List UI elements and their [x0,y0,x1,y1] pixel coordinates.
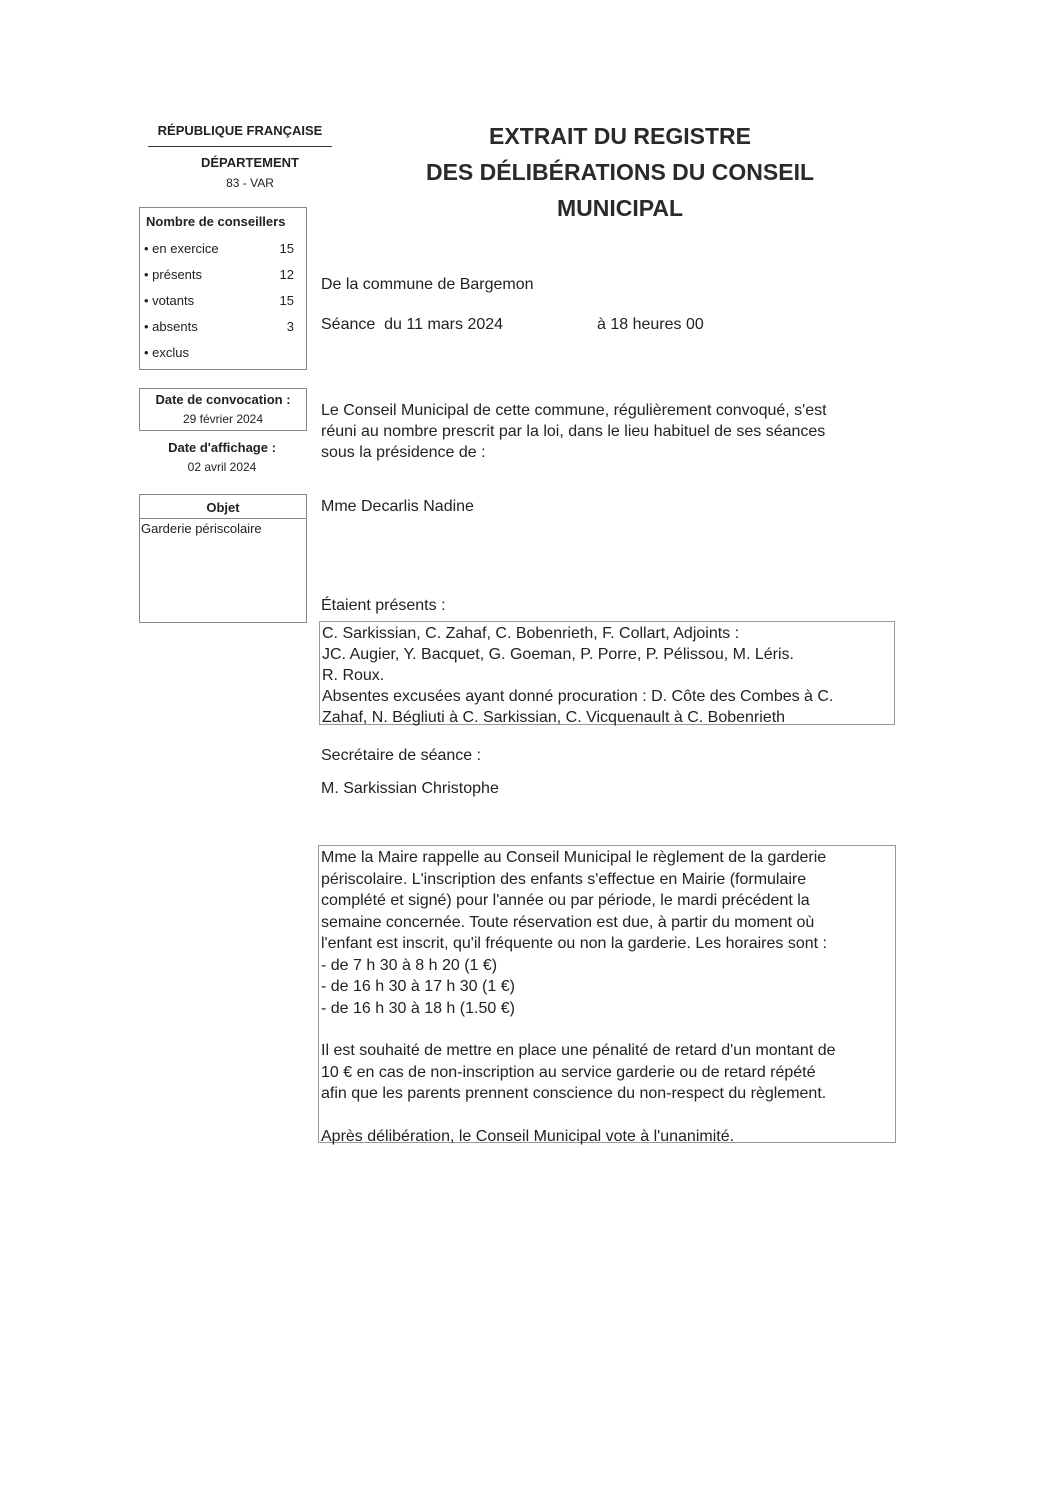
count-row-absents [144,319,294,334]
count-label: • exclus [144,345,190,360]
president-name: Mme Decarlis Nadine [321,498,474,515]
body-line-conclusion: Après délibération, le Conseil Municipal vote à l'unanimité. [321,1127,735,1145]
intro-line: sous la présidence de : [321,444,486,461]
count-row-exclus [144,345,294,360]
presents-line: Zahaf, N. Bégliuti à C. Sarkissian, C. Vicquenault à C. Bobenrieth [322,709,786,726]
count-row-votants [144,293,294,308]
presents-label: Étaient présents : [321,597,446,614]
objet-box [139,494,307,623]
paragraph-gap [321,1105,893,1126]
objet-divider [140,518,306,519]
body-line: - de 16 h 30 à 17 h 30 (1 €) [321,978,515,995]
header-divider [148,146,332,147]
count-value: 15 [279,241,294,256]
count-value: 12 [279,267,294,282]
affichage-label: Date d'affichage : [168,440,276,455]
commune-line: De la commune de Bargemon [321,276,534,293]
department-label: DÉPARTEMENT [201,155,299,170]
intro-line: Le Conseil Municipal de cette commune, régulièrement convoqué, s'est [321,402,827,419]
seance-time: à 18 heures 00 [597,316,704,333]
affichage-date: 02 avril 2024 [187,460,257,474]
secretaire-name: M. Sarkissian Christophe [321,780,499,797]
convocation-box [139,388,307,431]
body-line: l'enfant est inscrit, qu'il fréquente ou non la garderie. Les horaires sont : [321,935,827,952]
presents-line: Absentes excusées ayant donné procuration : D. Côte des Combes à C. [322,688,834,705]
body-line: complété et signé) pour l'année ou par période, le mardi précédent la [321,892,810,909]
body-line: Mme la Maire rappelle au Conseil Municipal le règlement de la garderie [321,849,827,866]
count-box-title: Nombre de conseillers [146,214,286,229]
body-line: afin que les parents prennent conscience du non-respect du règlement. [321,1085,827,1102]
intro-paragraph [321,400,881,463]
councillor-count-box [139,207,307,370]
title-line: MUNICIPAL [556,195,684,221]
count-row-presents [144,267,294,282]
department-value: 83 - VAR [226,176,274,190]
count-value: 15 [279,293,294,308]
count-label: • en exercice [144,241,219,256]
body-line: - de 7 h 30 à 8 h 20 (1 €) [321,956,498,974]
title-line: EXTRAIT DU REGISTRE [489,123,751,149]
intro-line: réuni au nombre prescrit par la loi, dans le lieu habituel de ses séances [321,423,826,440]
presents-box [319,621,895,725]
republic-label: RÉPUBLIQUE FRANÇAISE [157,123,323,138]
body-line: Il est souhaité de mettre en place une pénalité de retard d'un montant de [321,1042,836,1059]
body-line: périscolaire. L'inscription des enfants s'effectue en Mairie (formulaire [321,870,807,888]
secretaire-label: Secrétaire de séance : [321,747,482,764]
convocation-label: Date de convocation : [155,392,291,407]
convocation-date: 29 février 2024 [182,412,264,426]
count-row-exercice [144,241,294,256]
paragraph-gap [321,1019,893,1040]
count-value: 3 [286,319,294,334]
body-line: 10 € en cas de non-inscription au service garderie ou de retard répété [321,1063,816,1081]
presents-line: JC. Augier, Y. Bacquet, G. Goeman, P. Porre, P. Pélissou, M. Léris. [322,646,794,663]
objet-label: Objet [206,500,240,515]
presents-line: C. Sarkissian, C. Zahaf, C. Bobenrieth, F. Collart, Adjoints : [322,625,740,642]
seance-date: Séance du 11 mars 2024 [321,316,504,333]
count-label: • votants [144,293,195,308]
title-line: DES DÉLIBÉRATIONS DU CONSEIL [425,159,815,185]
count-label: • absents [144,319,198,334]
body-line: - de 16 h 30 à 18 h (1.50 €) [321,999,515,1017]
document-title [380,118,860,226]
deliberation-box [318,845,896,1143]
body-line: semaine concernée. Toute réservation est due, à partir du moment où [321,913,815,931]
count-label: • présents [144,267,203,282]
objet-value: Garderie périscolaire [141,521,262,536]
presents-line: R. Roux. [322,667,385,684]
